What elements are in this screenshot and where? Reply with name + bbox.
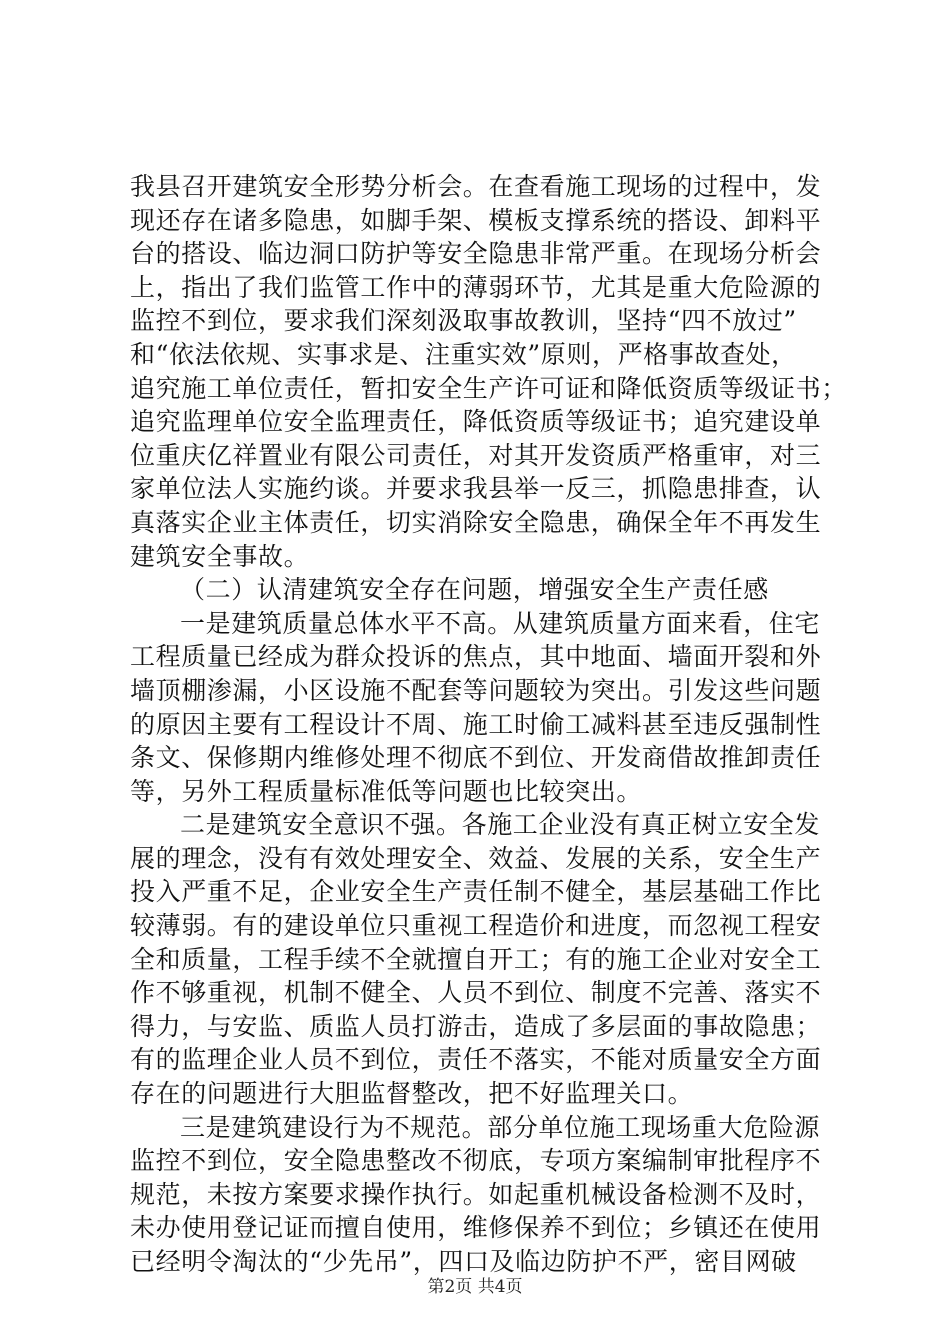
text-line: 监控不到位，要求我们深刻汲取事故教训，坚持“四不放过” <box>130 306 797 336</box>
text-line: 已经明令淘汰的“少先吊”，四口及临边防护不严，密目网破 <box>130 1247 797 1276</box>
text-line: 家单位法人实施约谈。并要求我县举一反三，抓隐患排查，认 <box>130 474 822 504</box>
text-line: 台的搭设、临边洞口防护等安全隐患非常严重。在现场分析会 <box>130 239 822 269</box>
text-line: 条文、保修期内维修处理不彻底不到位、开发商借故推卸责任 <box>130 743 822 773</box>
text-line: 投入严重不足，企业安全生产责任制不健全，基层基础工作比 <box>130 877 822 907</box>
text-line: 的原因主要有工程设计不周、施工时偷工减料甚至违反强制性 <box>130 709 822 739</box>
page-footer: 第2页 共4页 <box>427 1277 523 1297</box>
section-heading: （二）认清建筑安全存在问题，增强安全生产责任感 <box>180 575 769 605</box>
text-line: 规范，未按方案要求操作执行。如起重机械设备检测不及时， <box>130 1179 822 1209</box>
text-line: 现还存在诸多隐患，如脚手架、模板支撑系统的搭设、卸料平 <box>130 205 822 235</box>
paragraph-first-line: 二是建筑安全意识不强。各施工企业没有真正树立安全发 <box>180 810 821 840</box>
text-line: 工程质量已经成为群众投诉的焦点，其中地面、墙面开裂和外 <box>130 642 822 672</box>
text-line: 我县召开建筑安全形势分析会。在查看施工现场的过程中，发 <box>130 172 822 201</box>
text-line: 全和质量，工程手续不全就擅自开工；有的施工企业对安全工 <box>130 944 822 974</box>
text-line: 追究施工单位责任，暂扣安全生产许可证和降低资质等级证书； <box>130 373 847 403</box>
text-line: 较薄弱。有的建设单位只重视工程造价和进度，而忽视工程安 <box>130 911 822 941</box>
text-line: 有的监理企业人员不到位，责任不落实，不能对质量安全方面 <box>130 1045 822 1075</box>
text-line: 和“依法依规、实事求是、注重实效”原则，严格事故查处， <box>130 339 797 369</box>
text-line: 展的理念，没有有效处理安全、效益、发展的关系，安全生产 <box>130 843 822 873</box>
paragraph-first-line: 一是建筑质量总体水平不高。从建筑质量方面来看，住宅 <box>180 608 821 638</box>
text-line: 真落实企业主体责任，切实消除安全隐患，确保全年不再发生 <box>130 507 822 537</box>
text-line: 存在的问题进行大胆监督整改，把不好监理关口。 <box>130 1079 694 1109</box>
text-line: 得力，与安监、质监人员打游击，造成了多层面的事故隐患； <box>130 1011 822 1041</box>
text-line: 监控不到位，安全隐患整改不彻底，专项方案编制审批程序不 <box>130 1146 822 1176</box>
text-line: 追究监理单位安全监理责任，降低资质等级证书；追究建设单 <box>130 407 822 437</box>
text-line: 作不够重视，机制不健全、人员不到位、制度不完善、落实不 <box>130 978 822 1008</box>
text-line: 墙顶棚渗漏，小区设施不配套等问题较为突出。引发这些问题 <box>130 675 822 705</box>
document-body <box>130 170 847 1279</box>
text-line: 位重庆亿祥置业有限公司责任，对其开发资质严格重审，对三 <box>130 440 822 470</box>
text-line: 上，指出了我们监管工作中的薄弱环节，尤其是重大危险源的 <box>130 272 822 302</box>
paragraph-first-line: 三是建筑建设行为不规范。部分单位施工现场重大危险源 <box>180 1112 821 1142</box>
text-line: 等，另外工程质量标准低等问题也比较突出。 <box>130 776 643 806</box>
text-line: 建筑安全事故。 <box>130 541 310 571</box>
text-line: 未办使用登记证而擅自使用，维修保养不到位；乡镇还在使用 <box>130 1213 822 1243</box>
